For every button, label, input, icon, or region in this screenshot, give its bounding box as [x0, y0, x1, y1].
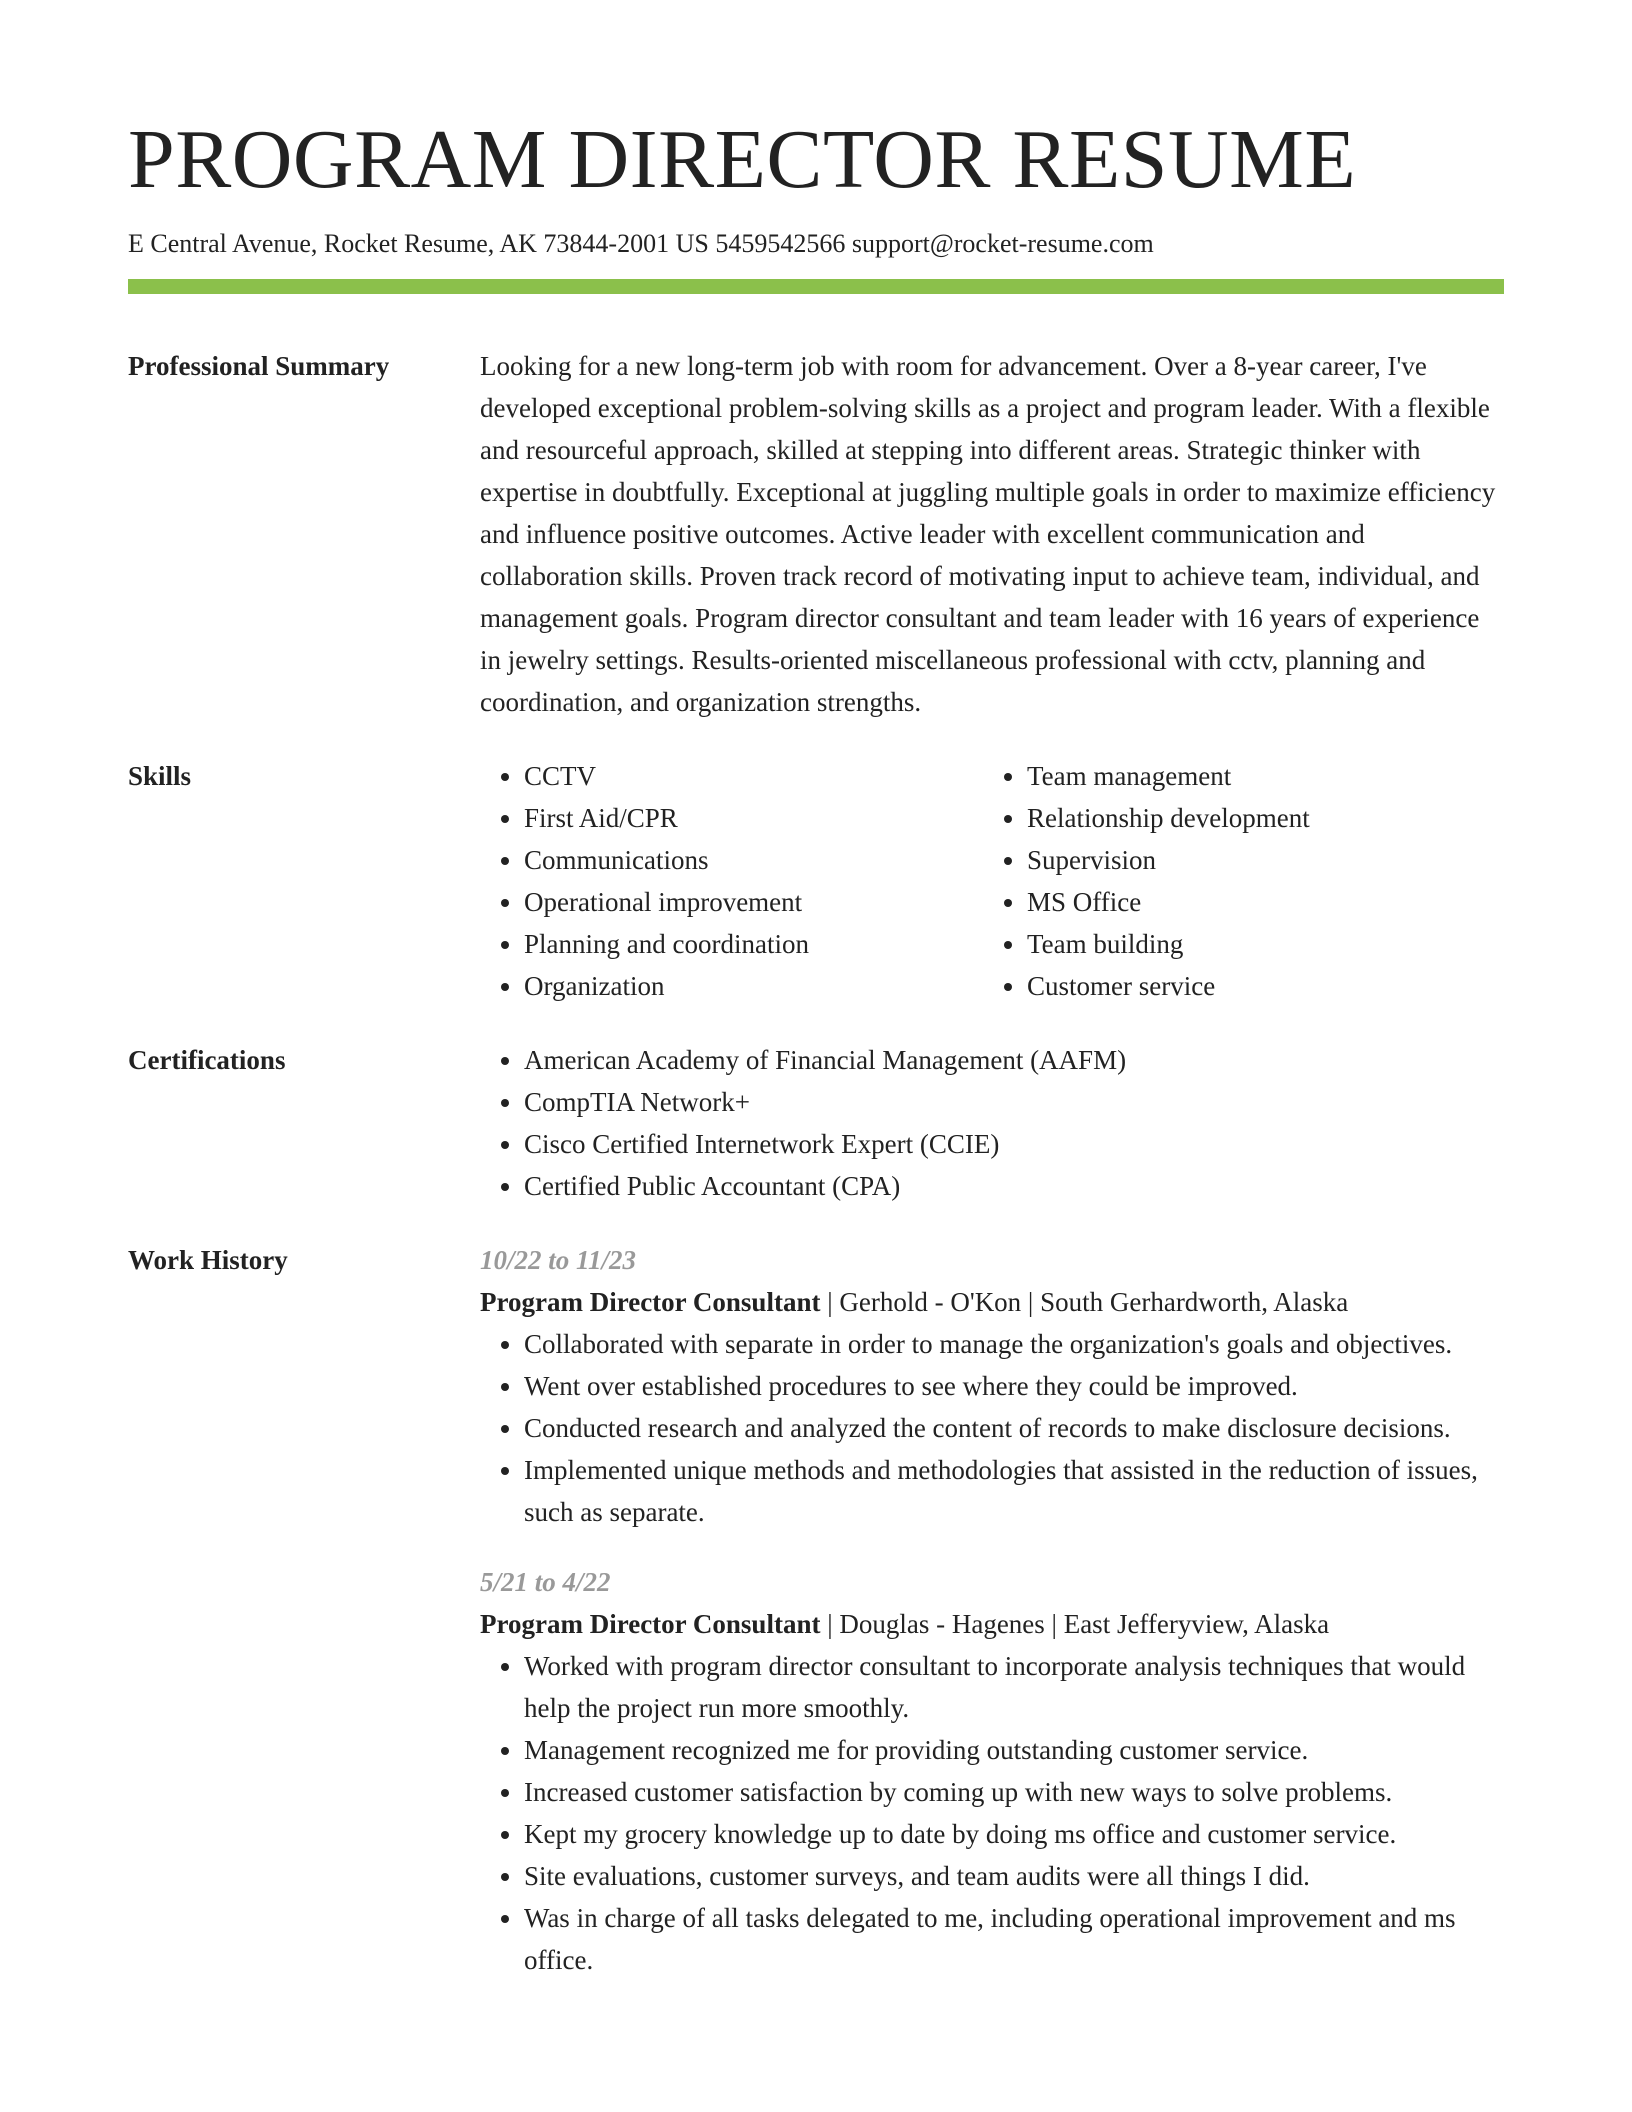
job-bullet: • Was in charge of all tasks delegated to me, including operational improvement and ms office.: [524, 1897, 1504, 1981]
skill-item: • First Aid/CPR: [524, 797, 983, 839]
job-bullet: • Collaborated with separate in order to manage the organization's goals and objectives.: [524, 1323, 1504, 1365]
work-history-body: [480, 1239, 1504, 1981]
certifications-list: [480, 1039, 1504, 1207]
job-details: | Gerhold - O'Kon | South Gerhardworth, Alaska: [820, 1287, 1349, 1318]
job-bullet: • Increased customer satisfaction by coming up with new ways to solve problems.: [524, 1771, 1504, 1813]
job-title: Program Director Consultant: [480, 1609, 821, 1640]
resume-title: PROGRAM DIRECTOR RESUME: [128, 113, 1357, 206]
work-history-section: [128, 1239, 1504, 1981]
job-dates: 5/21 to 4/22: [480, 1567, 611, 1598]
skill-item: • Team building: [1027, 923, 1486, 965]
skill-item: • Customer service: [1027, 965, 1486, 1007]
skills-column-right: [983, 755, 1486, 1007]
skills-section: [128, 755, 1504, 1007]
job-bullet: • Management recognized me for providing outstanding customer service.: [524, 1729, 1504, 1771]
job-bullet: • Site evaluations, customer surveys, and team audits were all things I did.: [524, 1855, 1504, 1897]
summary-section: [128, 345, 1504, 723]
job-heading: [480, 1281, 1504, 1323]
contact-line: E Central Avenue, Rocket Resume, AK 73844-2001 US 5459542566 support@rocket-resume.com: [128, 229, 1154, 258]
skills-list-right: [983, 755, 1486, 1007]
job-bullet: • Implemented unique methods and methodologies that assisted in the reduction of issues, such as separate.: [524, 1449, 1504, 1533]
job-title: Program Director Consultant: [480, 1287, 821, 1318]
job-bullet: • Worked with program director consultant to incorporate analysis techniques that would help the project run more smoothly.: [524, 1645, 1504, 1729]
skills-column-left: [480, 755, 983, 1007]
work-history-heading: Work History: [128, 1245, 288, 1276]
job-dates: 10/22 to 11/23: [480, 1245, 637, 1276]
certification-item: • Certified Public Accountant (CPA): [524, 1165, 1504, 1207]
skill-item: • MS Office: [1027, 881, 1486, 923]
job-bullet: • Kept my grocery knowledge up to date by doing ms office and customer service.: [524, 1813, 1504, 1855]
certification-item: • American Academy of Financial Management (AAFM): [524, 1039, 1504, 1081]
summary-heading: Professional Summary: [128, 351, 390, 382]
skills-heading: Skills: [128, 761, 192, 792]
skill-item: • Organization: [524, 965, 983, 1007]
skill-item: • Relationship development: [1027, 797, 1486, 839]
skills-body: [480, 755, 1504, 1007]
skill-item: • Operational improvement: [524, 881, 983, 923]
skills-columns: [480, 755, 1504, 1007]
skill-item: • Planning and coordination: [524, 923, 983, 965]
certification-item: • CompTIA Network+: [524, 1081, 1504, 1123]
summary-text: Looking for a new long-term job with room for advancement. Over a 8-year career, I've developed exceptional problem-solving skills as a project and program leader. With a flexible and resourceful approach, skilled at stepping into different areas. Strategic thinker with expertise in doubtfully. Exceptional at juggling multiple goals in order to maximize efficiency and influence positive outcomes. Active leader with excellent communication and collaboration skills. Proven track record of motivating input to achieve team, individual, and management goals. Program director consultant and team leader with 16 years of experience in jewelry settings. Results-oriented miscellaneous professional with cctv, planning and coordination, and organization strengths.: [480, 351, 1496, 718]
skill-item: • Communications: [524, 839, 983, 881]
summary-body: [480, 345, 1504, 723]
accent-divider: [128, 279, 1504, 294]
skills-list-left: [480, 755, 983, 1007]
job-heading: [480, 1603, 1504, 1645]
skill-item: • Team management: [1027, 755, 1486, 797]
job-bullets: [480, 1645, 1504, 1981]
certification-item: • Cisco Certified Internetwork Expert (CCIE): [524, 1123, 1504, 1165]
job-bullet: • Went over established procedures to see where they could be improved.: [524, 1365, 1504, 1407]
skill-item: • Supervision: [1027, 839, 1486, 881]
job-bullets: [480, 1323, 1504, 1533]
certifications-section: [128, 1039, 1504, 1207]
job-bullet: • Conducted research and analyzed the content of records to make disclosure decisions.: [524, 1407, 1504, 1449]
job-entry: [480, 1561, 1504, 1981]
job-details: | Douglas - Hagenes | East Jefferyview, Alaska: [820, 1609, 1330, 1640]
certifications-body: [480, 1039, 1504, 1207]
skill-item: • CCTV: [524, 755, 983, 797]
job-entry: [480, 1239, 1504, 1533]
certifications-heading: Certifications: [128, 1045, 286, 1076]
